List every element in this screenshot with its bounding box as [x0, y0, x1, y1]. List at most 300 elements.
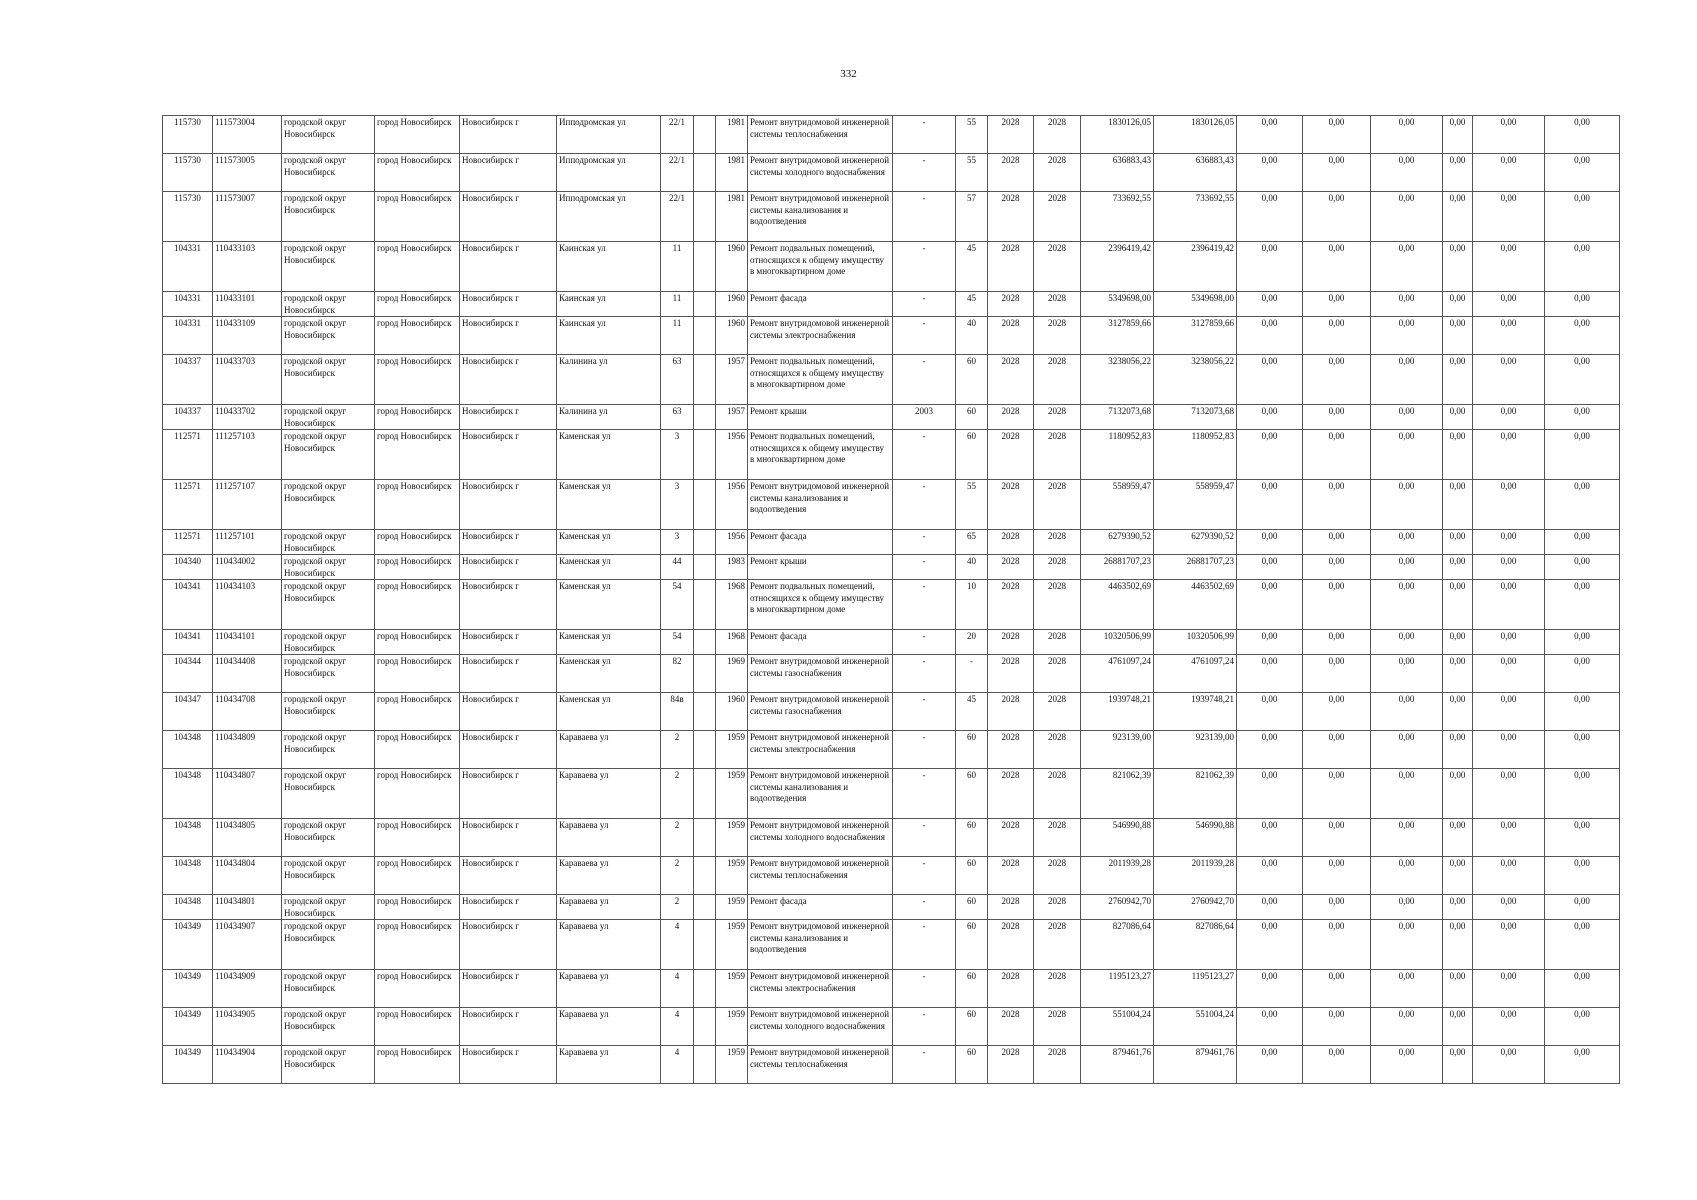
row-empty [694, 630, 716, 655]
row-work: Ремонт внутридомовой инженерной системы холодного водоснабжения [748, 819, 893, 857]
row-year: 1959 [716, 970, 748, 1008]
row-plan-to: 2028 [1034, 769, 1081, 819]
row-sum-z4: 0,00 [1443, 857, 1473, 895]
row-plan-from: 2028 [988, 819, 1034, 857]
row-year: 1959 [716, 895, 748, 920]
row-street: Каменская ул [557, 480, 661, 530]
row-wear: 60 [956, 970, 988, 1008]
row-prev-repair: - [893, 242, 956, 292]
row-total: 558959,47 [1081, 480, 1154, 530]
row-code: 110434904 [213, 1046, 282, 1084]
row-year: 1957 [716, 355, 748, 405]
row-sum-z4: 0,00 [1443, 819, 1473, 857]
row-plan-to: 2028 [1034, 555, 1081, 580]
row-empty [694, 192, 716, 242]
row-plan-from: 2028 [988, 920, 1034, 970]
row-plan-from: 2028 [988, 317, 1034, 355]
row-total: 4761097,24 [1081, 655, 1154, 693]
row-settlement: город Новосибирск [375, 430, 460, 480]
row-plan-to: 2028 [1034, 292, 1081, 317]
row-city: Новосибирск г [460, 655, 557, 693]
row-sum-z6: 0,00 [1545, 317, 1620, 355]
row-code: 110434909 [213, 970, 282, 1008]
row-work: Ремонт фасада [748, 895, 893, 920]
row-work: Ремонт внутридомовой инженерной системы канализования и водоотведения [748, 769, 893, 819]
row-street: Каменская ул [557, 555, 661, 580]
row-wear: 60 [956, 857, 988, 895]
row-code: 110434809 [213, 731, 282, 769]
row-prev-repair: - [893, 857, 956, 895]
row-sum-z2: 0,00 [1303, 630, 1371, 655]
row-prev-repair: - [893, 1008, 956, 1046]
row-sum-z1: 0,00 [1237, 895, 1303, 920]
row-sum-z3: 0,00 [1371, 430, 1443, 480]
row-prev-repair: - [893, 920, 956, 970]
row-sum-z2: 0,00 [1303, 580, 1371, 630]
row-city: Новосибирск г [460, 1008, 557, 1046]
row-plan-from: 2028 [988, 630, 1034, 655]
table-row [163, 355, 1620, 405]
row-sum-z5: 0,00 [1473, 116, 1545, 154]
row-sum-z2: 0,00 [1303, 731, 1371, 769]
row-code: 111257101 [213, 530, 282, 555]
row-wear: 40 [956, 317, 988, 355]
row-plan-from: 2028 [988, 355, 1034, 405]
row-sum-z1: 0,00 [1237, 970, 1303, 1008]
row-city: Новосибирск г [460, 731, 557, 769]
row-plan-from: 2028 [988, 857, 1034, 895]
row-code: 110434002 [213, 555, 282, 580]
row-city: Новосибирск г [460, 920, 557, 970]
row-plan-from: 2028 [988, 1008, 1034, 1046]
row-settlement: город Новосибирск [375, 317, 460, 355]
row-street: Каменская ул [557, 655, 661, 693]
row-prev-repair: - [893, 116, 956, 154]
row-house: 2 [661, 819, 694, 857]
row-wear: 60 [956, 355, 988, 405]
row-sum-z4: 0,00 [1443, 154, 1473, 192]
row-sum-z2: 0,00 [1303, 857, 1371, 895]
row-sum-z2: 0,00 [1303, 192, 1371, 242]
row-total: 546990,88 [1081, 819, 1154, 857]
row-city: Новосибирск г [460, 192, 557, 242]
row-house: 4 [661, 1008, 694, 1046]
row-street: Каменская ул [557, 430, 661, 480]
row-sum-z6: 0,00 [1545, 970, 1620, 1008]
row-total: 551004,24 [1081, 1008, 1154, 1046]
row-sum-z6: 0,00 [1545, 116, 1620, 154]
row-sum-z1: 0,00 [1237, 630, 1303, 655]
row-sum-z6: 0,00 [1545, 1046, 1620, 1084]
row-empty [694, 116, 716, 154]
row-wear: 45 [956, 242, 988, 292]
row-sum-z5: 0,00 [1473, 317, 1545, 355]
row-street: Каинская ул [557, 317, 661, 355]
row-sum-z3: 0,00 [1371, 731, 1443, 769]
row-sum-z2: 0,00 [1303, 317, 1371, 355]
row-total: 2011939,28 [1081, 857, 1154, 895]
capital-repair-table [162, 115, 1620, 1084]
row-total: 923139,00 [1081, 731, 1154, 769]
row-sum-z6: 0,00 [1545, 655, 1620, 693]
row-work: Ремонт внутридомовой инженерной системы электроснабжения [748, 731, 893, 769]
row-district: городской округ Новосибирск [282, 1046, 375, 1084]
row-year: 1981 [716, 154, 748, 192]
row-plan-from: 2028 [988, 154, 1034, 192]
row-city: Новосибирск г [460, 970, 557, 1008]
row-code: 111573007 [213, 192, 282, 242]
row-work: Ремонт внутридомовой инженерной системы теплоснабжения [748, 857, 893, 895]
row-year: 1959 [716, 1046, 748, 1084]
row-work: Ремонт подвальных помещений, относящихся к общему имуществу в многоквартирном доме [748, 242, 893, 292]
row-year: 1959 [716, 857, 748, 895]
row-sum-z1: 0,00 [1237, 116, 1303, 154]
row-street: Караваева ул [557, 731, 661, 769]
row-sum-z1: 0,00 [1237, 530, 1303, 555]
row-sum-z4: 0,00 [1443, 630, 1473, 655]
row-wear: 55 [956, 154, 988, 192]
row-sum-fund: 2760942,70 [1154, 895, 1237, 920]
row-sum-z1: 0,00 [1237, 920, 1303, 970]
row-id: 104348 [163, 819, 213, 857]
row-sum-z6: 0,00 [1545, 405, 1620, 430]
row-sum-z5: 0,00 [1473, 580, 1545, 630]
row-city: Новосибирск г [460, 857, 557, 895]
row-plan-to: 2028 [1034, 1046, 1081, 1084]
row-sum-z5: 0,00 [1473, 154, 1545, 192]
row-sum-z4: 0,00 [1443, 693, 1473, 731]
row-district: городской округ Новосибирск [282, 317, 375, 355]
row-sum-z4: 0,00 [1443, 970, 1473, 1008]
row-code: 111257103 [213, 430, 282, 480]
row-street: Караваева ул [557, 1008, 661, 1046]
row-sum-z3: 0,00 [1371, 116, 1443, 154]
row-sum-z3: 0,00 [1371, 769, 1443, 819]
row-plan-to: 2028 [1034, 731, 1081, 769]
row-sum-fund: 546990,88 [1154, 819, 1237, 857]
row-sum-z5: 0,00 [1473, 242, 1545, 292]
row-sum-z6: 0,00 [1545, 480, 1620, 530]
row-sum-z6: 0,00 [1545, 154, 1620, 192]
row-wear: 45 [956, 693, 988, 731]
row-district: городской округ Новосибирск [282, 895, 375, 920]
row-year: 1968 [716, 580, 748, 630]
row-street: Каменская ул [557, 693, 661, 731]
table-row [163, 292, 1620, 317]
row-settlement: город Новосибирск [375, 154, 460, 192]
row-sum-z4: 0,00 [1443, 530, 1473, 555]
row-work: Ремонт внутридомовой инженерной системы электроснабжения [748, 970, 893, 1008]
row-code: 110434408 [213, 655, 282, 693]
row-sum-z6: 0,00 [1545, 630, 1620, 655]
row-sum-z5: 0,00 [1473, 405, 1545, 430]
row-street: Каменская ул [557, 530, 661, 555]
row-sum-z3: 0,00 [1371, 317, 1443, 355]
row-empty [694, 292, 716, 317]
row-settlement: город Новосибирск [375, 116, 460, 154]
row-work: Ремонт крыши [748, 405, 893, 430]
row-code: 110434103 [213, 580, 282, 630]
row-code: 110433702 [213, 405, 282, 430]
row-id: 104331 [163, 317, 213, 355]
row-sum-z2: 0,00 [1303, 555, 1371, 580]
row-total: 26881707,23 [1081, 555, 1154, 580]
row-sum-z4: 0,00 [1443, 920, 1473, 970]
row-code: 110433109 [213, 317, 282, 355]
row-district: городской округ Новосибирск [282, 580, 375, 630]
row-district: городской округ Новосибирск [282, 1008, 375, 1046]
row-id: 104348 [163, 857, 213, 895]
row-house: 63 [661, 405, 694, 430]
row-sum-z2: 0,00 [1303, 355, 1371, 405]
row-sum-z3: 0,00 [1371, 580, 1443, 630]
row-total: 10320506,99 [1081, 630, 1154, 655]
row-plan-from: 2028 [988, 116, 1034, 154]
row-year: 1956 [716, 430, 748, 480]
row-house: 22/1 [661, 192, 694, 242]
row-settlement: город Новосибирск [375, 920, 460, 970]
row-code: 110434101 [213, 630, 282, 655]
table-row [163, 430, 1620, 480]
row-sum-z3: 0,00 [1371, 920, 1443, 970]
row-wear: 60 [956, 920, 988, 970]
row-empty [694, 819, 716, 857]
row-sum-z2: 0,00 [1303, 116, 1371, 154]
row-id: 104349 [163, 1046, 213, 1084]
row-code: 110434907 [213, 920, 282, 970]
row-sum-fund: 923139,00 [1154, 731, 1237, 769]
row-district: городской округ Новосибирск [282, 116, 375, 154]
row-street: Каменская ул [557, 580, 661, 630]
row-settlement: город Новосибирск [375, 355, 460, 405]
row-sum-z4: 0,00 [1443, 769, 1473, 819]
row-sum-fund: 10320506,99 [1154, 630, 1237, 655]
row-total: 821062,39 [1081, 769, 1154, 819]
row-sum-fund: 827086,64 [1154, 920, 1237, 970]
row-sum-fund: 6279390,52 [1154, 530, 1237, 555]
row-house: 2 [661, 895, 694, 920]
row-plan-to: 2028 [1034, 895, 1081, 920]
row-wear: 60 [956, 731, 988, 769]
row-prev-repair: - [893, 154, 956, 192]
row-sum-z5: 0,00 [1473, 731, 1545, 769]
row-empty [694, 769, 716, 819]
row-settlement: город Новосибирск [375, 769, 460, 819]
row-plan-to: 2028 [1034, 405, 1081, 430]
row-sum-z3: 0,00 [1371, 154, 1443, 192]
row-sum-z3: 0,00 [1371, 655, 1443, 693]
row-sum-fund: 1180952,83 [1154, 430, 1237, 480]
row-empty [694, 355, 716, 405]
row-district: городской округ Новосибирск [282, 693, 375, 731]
row-prev-repair: - [893, 693, 956, 731]
row-sum-z5: 0,00 [1473, 192, 1545, 242]
row-code: 110433703 [213, 355, 282, 405]
table-row [163, 405, 1620, 430]
row-code: 111573005 [213, 154, 282, 192]
row-house: 3 [661, 430, 694, 480]
row-work: Ремонт внутридомовой инженерной системы электроснабжения [748, 317, 893, 355]
row-city: Новосибирск г [460, 1046, 557, 1084]
row-total: 3238056,22 [1081, 355, 1154, 405]
row-empty [694, 430, 716, 480]
row-year: 1957 [716, 405, 748, 430]
row-house: 84в [661, 693, 694, 731]
row-sum-z1: 0,00 [1237, 430, 1303, 480]
row-year: 1959 [716, 769, 748, 819]
row-work: Ремонт внутридомовой инженерной системы канализования и водоотведения [748, 192, 893, 242]
row-sum-z6: 0,00 [1545, 192, 1620, 242]
row-district: городской округ Новосибирск [282, 731, 375, 769]
row-id: 115730 [163, 154, 213, 192]
row-sum-z1: 0,00 [1237, 580, 1303, 630]
row-work: Ремонт внутридомовой инженерной системы теплоснабжения [748, 116, 893, 154]
row-year: 1959 [716, 1008, 748, 1046]
row-work: Ремонт подвальных помещений, относящихся к общему имуществу в многоквартирном доме [748, 430, 893, 480]
row-sum-fund: 821062,39 [1154, 769, 1237, 819]
table-row [163, 530, 1620, 555]
row-wear: 65 [956, 530, 988, 555]
row-empty [694, 1008, 716, 1046]
row-prev-repair: - [893, 580, 956, 630]
row-sum-fund: 733692,55 [1154, 192, 1237, 242]
row-plan-to: 2028 [1034, 116, 1081, 154]
row-work: Ремонт внутридомовой инженерной системы теплоснабжения [748, 1046, 893, 1084]
table-row [163, 580, 1620, 630]
row-empty [694, 1046, 716, 1084]
row-empty [694, 693, 716, 731]
row-sum-z5: 0,00 [1473, 655, 1545, 693]
row-total: 3127859,66 [1081, 317, 1154, 355]
row-house: 54 [661, 580, 694, 630]
row-city: Новосибирск г [460, 154, 557, 192]
row-sum-fund: 26881707,23 [1154, 555, 1237, 580]
row-sum-z5: 0,00 [1473, 857, 1545, 895]
row-sum-z3: 0,00 [1371, 895, 1443, 920]
row-sum-z1: 0,00 [1237, 480, 1303, 530]
row-id: 104337 [163, 355, 213, 405]
row-city: Новосибирск г [460, 769, 557, 819]
row-district: городской округ Новосибирск [282, 555, 375, 580]
row-house: 4 [661, 920, 694, 970]
row-sum-z5: 0,00 [1473, 1046, 1545, 1084]
row-sum-z2: 0,00 [1303, 430, 1371, 480]
row-prev-repair: - [893, 769, 956, 819]
row-plan-to: 2028 [1034, 192, 1081, 242]
row-year: 1959 [716, 920, 748, 970]
row-year: 1960 [716, 317, 748, 355]
page-number: 332 [840, 68, 857, 80]
row-house: 22/1 [661, 154, 694, 192]
row-id: 104341 [163, 630, 213, 655]
row-sum-fund: 3127859,66 [1154, 317, 1237, 355]
row-sum-z4: 0,00 [1443, 580, 1473, 630]
row-district: городской округ Новосибирск [282, 292, 375, 317]
row-sum-z3: 0,00 [1371, 480, 1443, 530]
row-code: 110434905 [213, 1008, 282, 1046]
row-prev-repair: - [893, 630, 956, 655]
row-sum-z4: 0,00 [1443, 116, 1473, 154]
row-district: городской округ Новосибирск [282, 769, 375, 819]
row-wear: 60 [956, 1046, 988, 1084]
row-id: 112571 [163, 480, 213, 530]
row-street: Караваева ул [557, 970, 661, 1008]
row-work: Ремонт внутридомовой инженерной системы холодного водоснабжения [748, 1008, 893, 1046]
row-year: 1959 [716, 731, 748, 769]
row-sum-z6: 0,00 [1545, 242, 1620, 292]
row-city: Новосибирск г [460, 116, 557, 154]
row-sum-z1: 0,00 [1237, 192, 1303, 242]
row-street: Ипподромская ул [557, 154, 661, 192]
row-settlement: город Новосибирск [375, 530, 460, 555]
row-wear: 60 [956, 430, 988, 480]
row-city: Новосибирск г [460, 630, 557, 655]
row-code: 110434708 [213, 693, 282, 731]
row-id: 104348 [163, 769, 213, 819]
row-city: Новосибирск г [460, 480, 557, 530]
row-code: 110433101 [213, 292, 282, 317]
row-total: 636883,43 [1081, 154, 1154, 192]
row-plan-from: 2028 [988, 731, 1034, 769]
row-street: Калинина ул [557, 355, 661, 405]
row-sum-z6: 0,00 [1545, 580, 1620, 630]
row-plan-from: 2028 [988, 242, 1034, 292]
table-row [163, 895, 1620, 920]
row-sum-z3: 0,00 [1371, 530, 1443, 555]
row-prev-repair: - [893, 530, 956, 555]
row-plan-to: 2028 [1034, 970, 1081, 1008]
row-plan-from: 2028 [988, 405, 1034, 430]
row-sum-z6: 0,00 [1545, 920, 1620, 970]
row-plan-from: 2028 [988, 895, 1034, 920]
row-sum-z5: 0,00 [1473, 895, 1545, 920]
row-sum-fund: 1939748,21 [1154, 693, 1237, 731]
row-sum-z5: 0,00 [1473, 970, 1545, 1008]
row-empty [694, 655, 716, 693]
row-sum-fund: 5349698,00 [1154, 292, 1237, 317]
row-id: 112571 [163, 430, 213, 480]
row-house: 54 [661, 630, 694, 655]
row-empty [694, 920, 716, 970]
row-sum-z2: 0,00 [1303, 405, 1371, 430]
row-total: 7132073,68 [1081, 405, 1154, 430]
row-id: 115730 [163, 192, 213, 242]
row-year: 1981 [716, 192, 748, 242]
row-house: 82 [661, 655, 694, 693]
row-plan-from: 2028 [988, 655, 1034, 693]
table-row [163, 242, 1620, 292]
row-city: Новосибирск г [460, 895, 557, 920]
row-sum-fund: 558959,47 [1154, 480, 1237, 530]
row-city: Новосибирск г [460, 242, 557, 292]
row-empty [694, 154, 716, 192]
table-row [163, 731, 1620, 769]
row-sum-z3: 0,00 [1371, 1008, 1443, 1046]
row-sum-fund: 4761097,24 [1154, 655, 1237, 693]
row-city: Новосибирск г [460, 819, 557, 857]
row-sum-z6: 0,00 [1545, 693, 1620, 731]
row-wear: 60 [956, 769, 988, 819]
row-sum-z5: 0,00 [1473, 769, 1545, 819]
row-district: городской округ Новосибирск [282, 242, 375, 292]
row-plan-to: 2028 [1034, 630, 1081, 655]
row-plan-to: 2028 [1034, 480, 1081, 530]
row-id: 104349 [163, 970, 213, 1008]
row-sum-z4: 0,00 [1443, 242, 1473, 292]
row-sum-z5: 0,00 [1473, 819, 1545, 857]
row-work: Ремонт крыши [748, 555, 893, 580]
row-sum-z1: 0,00 [1237, 769, 1303, 819]
